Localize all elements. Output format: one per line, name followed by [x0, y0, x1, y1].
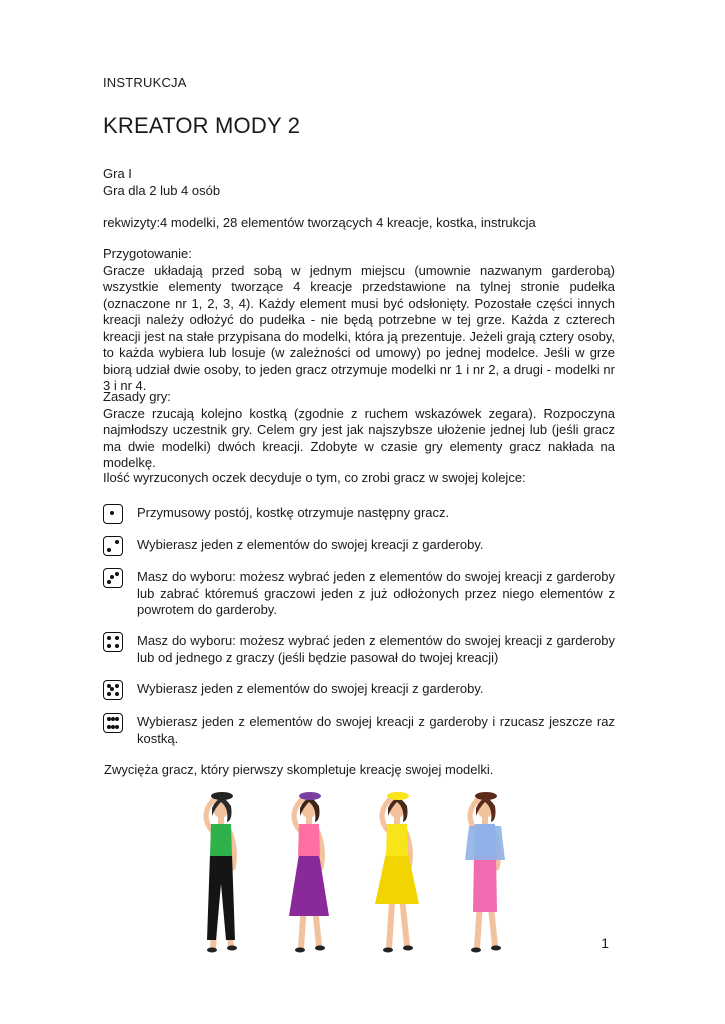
rules-heading: Zasady gry: — [103, 389, 171, 404]
page-title: KREATOR MODY 2 — [103, 113, 301, 138]
preparation-text: Gracze układają przed sobą w jednym miejscu (umownie nazwanym garderobą) wszystkie elementy tworzące 4 kreacje przedstawione na tylnej stronie pudełka (oznaczone nr 1, 2, 3, 4). Każdy element musi być odsłonięty. Pozostałe części innych kreacji należy odłożyć do pudełka - nie będą potrzebne w tej grze. Każda z czterech kreacji jest na stałe przypisana do modelki, która ją prezentuje. Jeżeli grają cztery osoby, to każda wybiera lub losuje (w zależności od umowy) po jednej modelce. Jeśli w grze biorą udział dwie osoby, to jeden gracz otrzymuje modelki nr 1 i nr 2, a drugi - modelki nr 3 i nr 4. — [103, 262, 615, 393]
preparation-section — [103, 246, 615, 395]
fashion-model-figure — [375, 792, 419, 953]
dice-rule-3 — [103, 569, 615, 619]
dice-rule-2 — [103, 537, 615, 556]
dice-rule-text: Masz do wyboru: możesz wybrać jeden z elementów do swojej kreacji z garderoby lub zabrać któremuś graczowi jeden z już odłożonych przez niego elementów z powrotem do garderoby. — [137, 569, 615, 617]
dice-intro: Ilość wyrzuconych oczek decyduje o tym, co zrobi gracz w swojej kolejce: — [103, 470, 526, 485]
fashion-model-figure — [289, 792, 329, 953]
die-six-icon — [103, 713, 123, 733]
dice-rule-text: Wybierasz jeden z elementów do swojej kreacji z garderoby. — [137, 537, 484, 552]
page-number: 1 — [601, 935, 609, 951]
fashion-models-illustration — [185, 788, 535, 960]
dice-rule-1 — [103, 505, 615, 524]
die-four-icon — [103, 632, 123, 652]
die-five-icon — [103, 680, 123, 700]
dice-rule-6 — [103, 714, 615, 747]
dice-rule-text: Masz do wyboru: możesz wybrać jeden z elementów do swojej kreacji z garderoby lub od jednego z graczy (jeśli będzie pasował do twojej kreacji) — [137, 633, 615, 665]
props-line: rekwizyty:4 modelki, 28 elementów tworzących 4 kreacje, kostka, instrukcja — [103, 215, 536, 230]
dice-rule-text: Wybierasz jeden z elementów do swojej kreacji z garderoby i rzucasz jeszcze raz kostką. — [137, 714, 615, 746]
die-three-icon — [103, 568, 123, 588]
game-name: Gra I — [103, 166, 132, 181]
dice-rule-text: Wybierasz jeden z elementów do swojej kreacji z garderoby. — [137, 681, 484, 696]
die-two-icon — [103, 536, 123, 556]
dice-rule-text: Przymusowy postój, kostkę otrzymuje następny gracz. — [137, 505, 450, 520]
fashion-model-figure — [206, 792, 237, 953]
die-one-icon — [103, 504, 123, 524]
fashion-model-figure — [465, 792, 505, 953]
document-label: INSTRUKCJA — [103, 75, 187, 90]
rules-section — [103, 389, 615, 472]
dice-rule-5 — [103, 681, 615, 700]
dice-rule-4 — [103, 633, 615, 666]
preparation-heading: Przygotowanie: — [103, 246, 192, 261]
winner-text: Zwycięża gracz, który pierwszy skompletuje kreację swojej modelki. — [104, 762, 494, 777]
rules-text: Gracze rzucają kolejno kostką (zgodnie z ruchem wskazówek zegara). Rozpoczyna najmłodszy uczestnik gry. Celem gry jest jak najszybsze ułożenie jednej lub (jeśli gracz ma dwie modelki) dwóch kreacji. Zdobyte w czasie gry elementy gracz nakłada na modelkę. — [103, 405, 615, 470]
game-players: Gra dla 2 lub 4 osób — [103, 182, 221, 198]
game-info — [103, 166, 615, 199]
